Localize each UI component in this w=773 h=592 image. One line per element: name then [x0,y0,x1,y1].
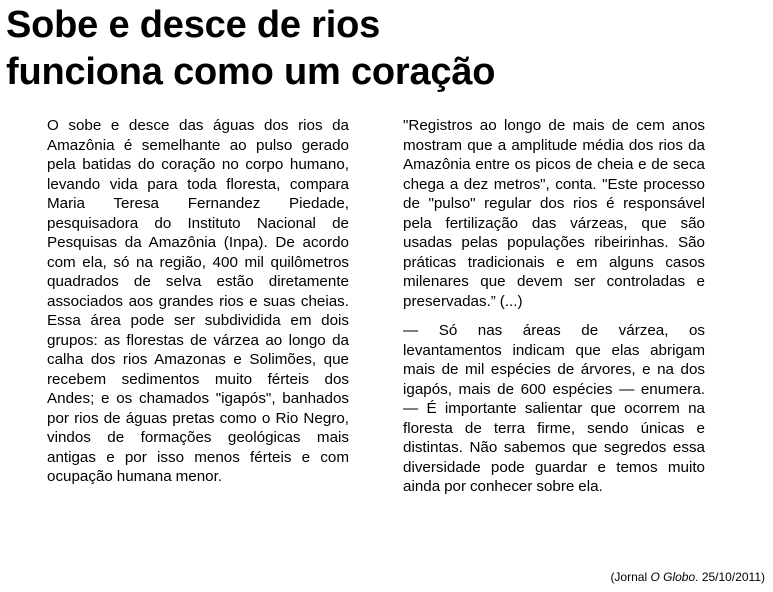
left-column [47,116,349,497]
right-paragraph-1: "Registros ao longo de mais de cem anos mostram que a amplitude média dos rios da Amazônia entre os picos de cheia e de seca chega a dez metros", conta. "Este processo de "pulso" regular dos rios é responsável pela fertilização das várzeas, que são usadas pelas populações ribeirinhas. São práticas tradicionais e em alguns casos milenares que devem ser controladas e preservadas.” (...) [403,117,705,310]
headline-line-1: Sobe e desce de rios [6,4,381,46]
credit-suffix: . 25/10/2011) [695,570,765,584]
credit-prefix: (Jornal [610,570,651,584]
headline [6,2,766,96]
source-credit [610,569,765,585]
headline-line-2: funciona como um coração [6,51,496,93]
right-column [403,116,705,507]
credit-source: O Globo [650,570,696,584]
left-paragraph-1: O sobe e desce das águas dos rios da Amazônia é semelhante ao pulso gerado pela batidas do coração no corpo humano, levando vida para toda floresta, compara Maria Teresa Fernandez Piedade, pesquisadora do Instituto Nacional de Pesquisas da Amazônia (Inpa). De acordo com ela, só na região, 400 mil quilômetros quadrados de selva estão diretamente associados aos grandes rios e suas cheias. Essa área pode ser subdividida em dois grupos: as florestas de várzea ao longo da calha dos rios Amazonas e Solimões, que recebem sedimentos muito férteis dos Andes; e os chamados "igapós", banhados por rios de águas pretas como o Rio Negro, vindos de formações geológicas mais antigas e por isso menos férteis e com ocupação humana menor. [47,117,349,485]
right-paragraph-2: — Só nas áreas de várzea, os levantamentos indicam que elas abrigam mais de mil espécies de árvores, e na dos igapós, mais de 600 espécies — enumera. — É importante salientar que ocorrem na floresta de terra firme, sendo únicas e distintas. Não sabemos que segredos essa diversidade pode guardar e temos muito ainda por conhecer sobre ela. [403,322,705,495]
